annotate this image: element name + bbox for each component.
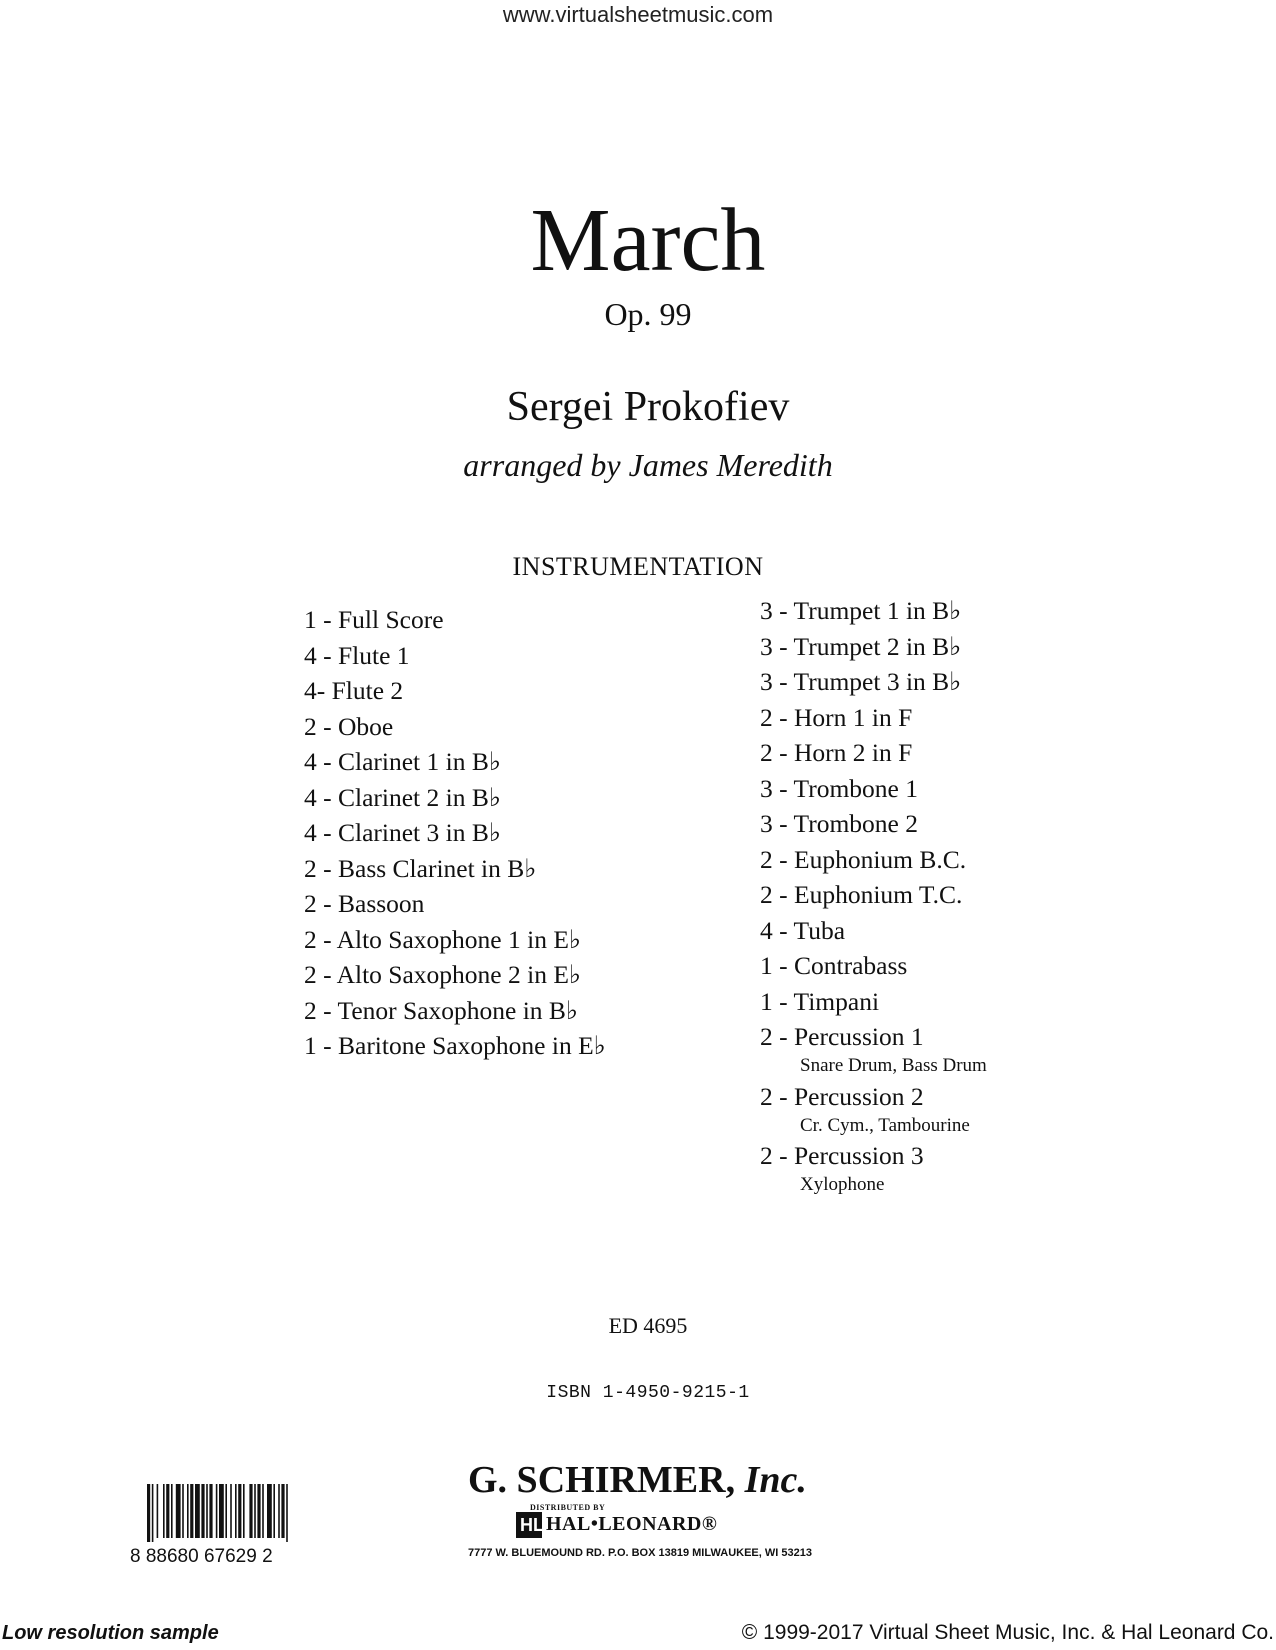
instrument-entry: 4 - Clarinet 1 in B♭ [304,747,501,776]
barcode-bar [281,1484,284,1538]
instrument-entry: 1 - Contrabass [760,951,908,980]
instrument-entry: 2 - Percussion 2 [760,1081,924,1111]
barcode-bar [249,1484,252,1538]
arranger-credit: arranged by James Meredith [463,447,833,483]
edition-number: ED 4695 [608,1313,688,1338]
publisher-suffix: Inc. [744,1459,807,1501]
instrument-entry: 3 - Trombone 2 [760,809,918,838]
hal-leonard-logo [516,1512,718,1538]
barcode-bar [257,1484,260,1538]
barcode-bar [243,1484,245,1538]
instrument-entry: 2 - Horn 1 in F [760,702,913,732]
publisher-name-text: G. SCHIRMER, [468,1459,736,1501]
distributor-name: HAL•LEONARD® [546,1513,718,1535]
instrument-entry: 2 - Percussion 1 [760,1022,924,1051]
barcode-bar [195,1484,200,1538]
barcode-bar [254,1484,256,1538]
instrument-entry: 2 - Oboe [304,711,394,741]
instrument-entry: 1 - Timpani [760,986,880,1016]
barcode-bar [267,1484,272,1538]
barcode-bar [187,1484,189,1538]
instrument-entry: 3 - Trumpet 2 in B♭ [760,631,962,661]
barcode-bar [262,1484,264,1538]
instrument-entry: 1 - Full Score [304,605,444,634]
low-resolution-notice: Low resolution sample [2,1622,219,1644]
barcode-bar [209,1484,212,1538]
barcode-bar [152,1484,154,1542]
barcode-number: 8 88680 67629 2 [130,1546,273,1567]
barcode-bar [273,1484,275,1538]
barcode-bar [216,1484,218,1538]
distributed-by-label: DISTRIBUTED BY [530,1503,606,1512]
instrument-entry: 2 - Horn 2 in F [760,738,913,767]
instrument-detail: Snare Drum, Bass Drum [800,1055,987,1076]
publisher-name [468,1458,807,1502]
barcode-bar [235,1484,237,1538]
barcode-bar [171,1484,173,1538]
site-url[interactable]: www.virtualsheetmusic.com [502,2,774,27]
copyright-notice: © 1999-2017 Virtual Sheet Music, Inc. & Hal Leonard Co. [741,1621,1274,1644]
publisher-address: 7777 W. BLUEMOUND RD. P.O. BOX 13819 MILWAUKEE, WI 53213 [468,1547,812,1559]
barcode-bar [286,1484,288,1542]
hal-leonard-mark-text: HL [520,1515,544,1535]
barcode-bar [157,1484,159,1538]
barcode-image [147,1484,347,1542]
composer-name: Sergei Prokofiev [506,384,790,430]
isbn: ISBN 1-4950-9215-1 [546,1383,750,1403]
instrument-entry: 3 - Trombone 1 [760,773,918,803]
instrument-entry: 4 - Flute 1 [304,640,410,670]
instrument-entry: 2 - Euphonium T.C. [760,880,963,909]
barcode-bar [206,1484,208,1538]
barcode-bar [147,1484,150,1542]
barcode-bar [230,1484,232,1538]
instrument-entry: 2 - Alto Saxophone 1 in E♭ [304,924,581,954]
barcode-bar [278,1484,280,1538]
barcode-bar [225,1484,227,1538]
hal-leonard-mark [516,1512,542,1538]
instrument-entry: 1 - Baritone Saxophone in E♭ [304,1031,606,1060]
instrument-entry: 3 - Trumpet 3 in B♭ [760,667,962,696]
instrument-entry: 4 - Clarinet 3 in B♭ [304,818,501,847]
instrument-entry: 4- Flute 2 [304,676,404,705]
barcode-bar [201,1484,204,1538]
barcode-bar [176,1484,181,1538]
instrument-entry: 2 - Percussion 3 [760,1141,924,1170]
opus-number: Op. 99 [604,296,692,332]
barcode-bar [166,1484,169,1538]
instrument-detail: Xylophone [800,1174,885,1195]
instrument-entry: 2 - Euphonium B.C. [760,844,967,874]
instrument-detail: Cr. Cym., Tambourine [800,1114,970,1136]
instrument-entry: 2 - Alto Saxophone 2 in E♭ [304,960,581,989]
instrument-entry: 2 - Bassoon [304,889,425,918]
instrumentation-heading: INSTRUMENTATION [512,552,764,581]
instrument-entry: 4 - Tuba [760,915,846,945]
barcode-bar [238,1484,241,1538]
barcode-bar [163,1484,165,1538]
instrument-entry: 2 - Tenor Saxophone in B♭ [304,995,578,1025]
instrument-entry: 4 - Clarinet 2 in B♭ [304,782,501,812]
barcode-bar [182,1484,184,1538]
instrument-entry: 3 - Trumpet 1 in B♭ [760,596,962,625]
barcode-bar [190,1484,193,1538]
instrument-entry: 2 - Bass Clarinet in B♭ [304,853,537,883]
piece-title: March [530,191,766,290]
barcode-bar [219,1484,224,1538]
